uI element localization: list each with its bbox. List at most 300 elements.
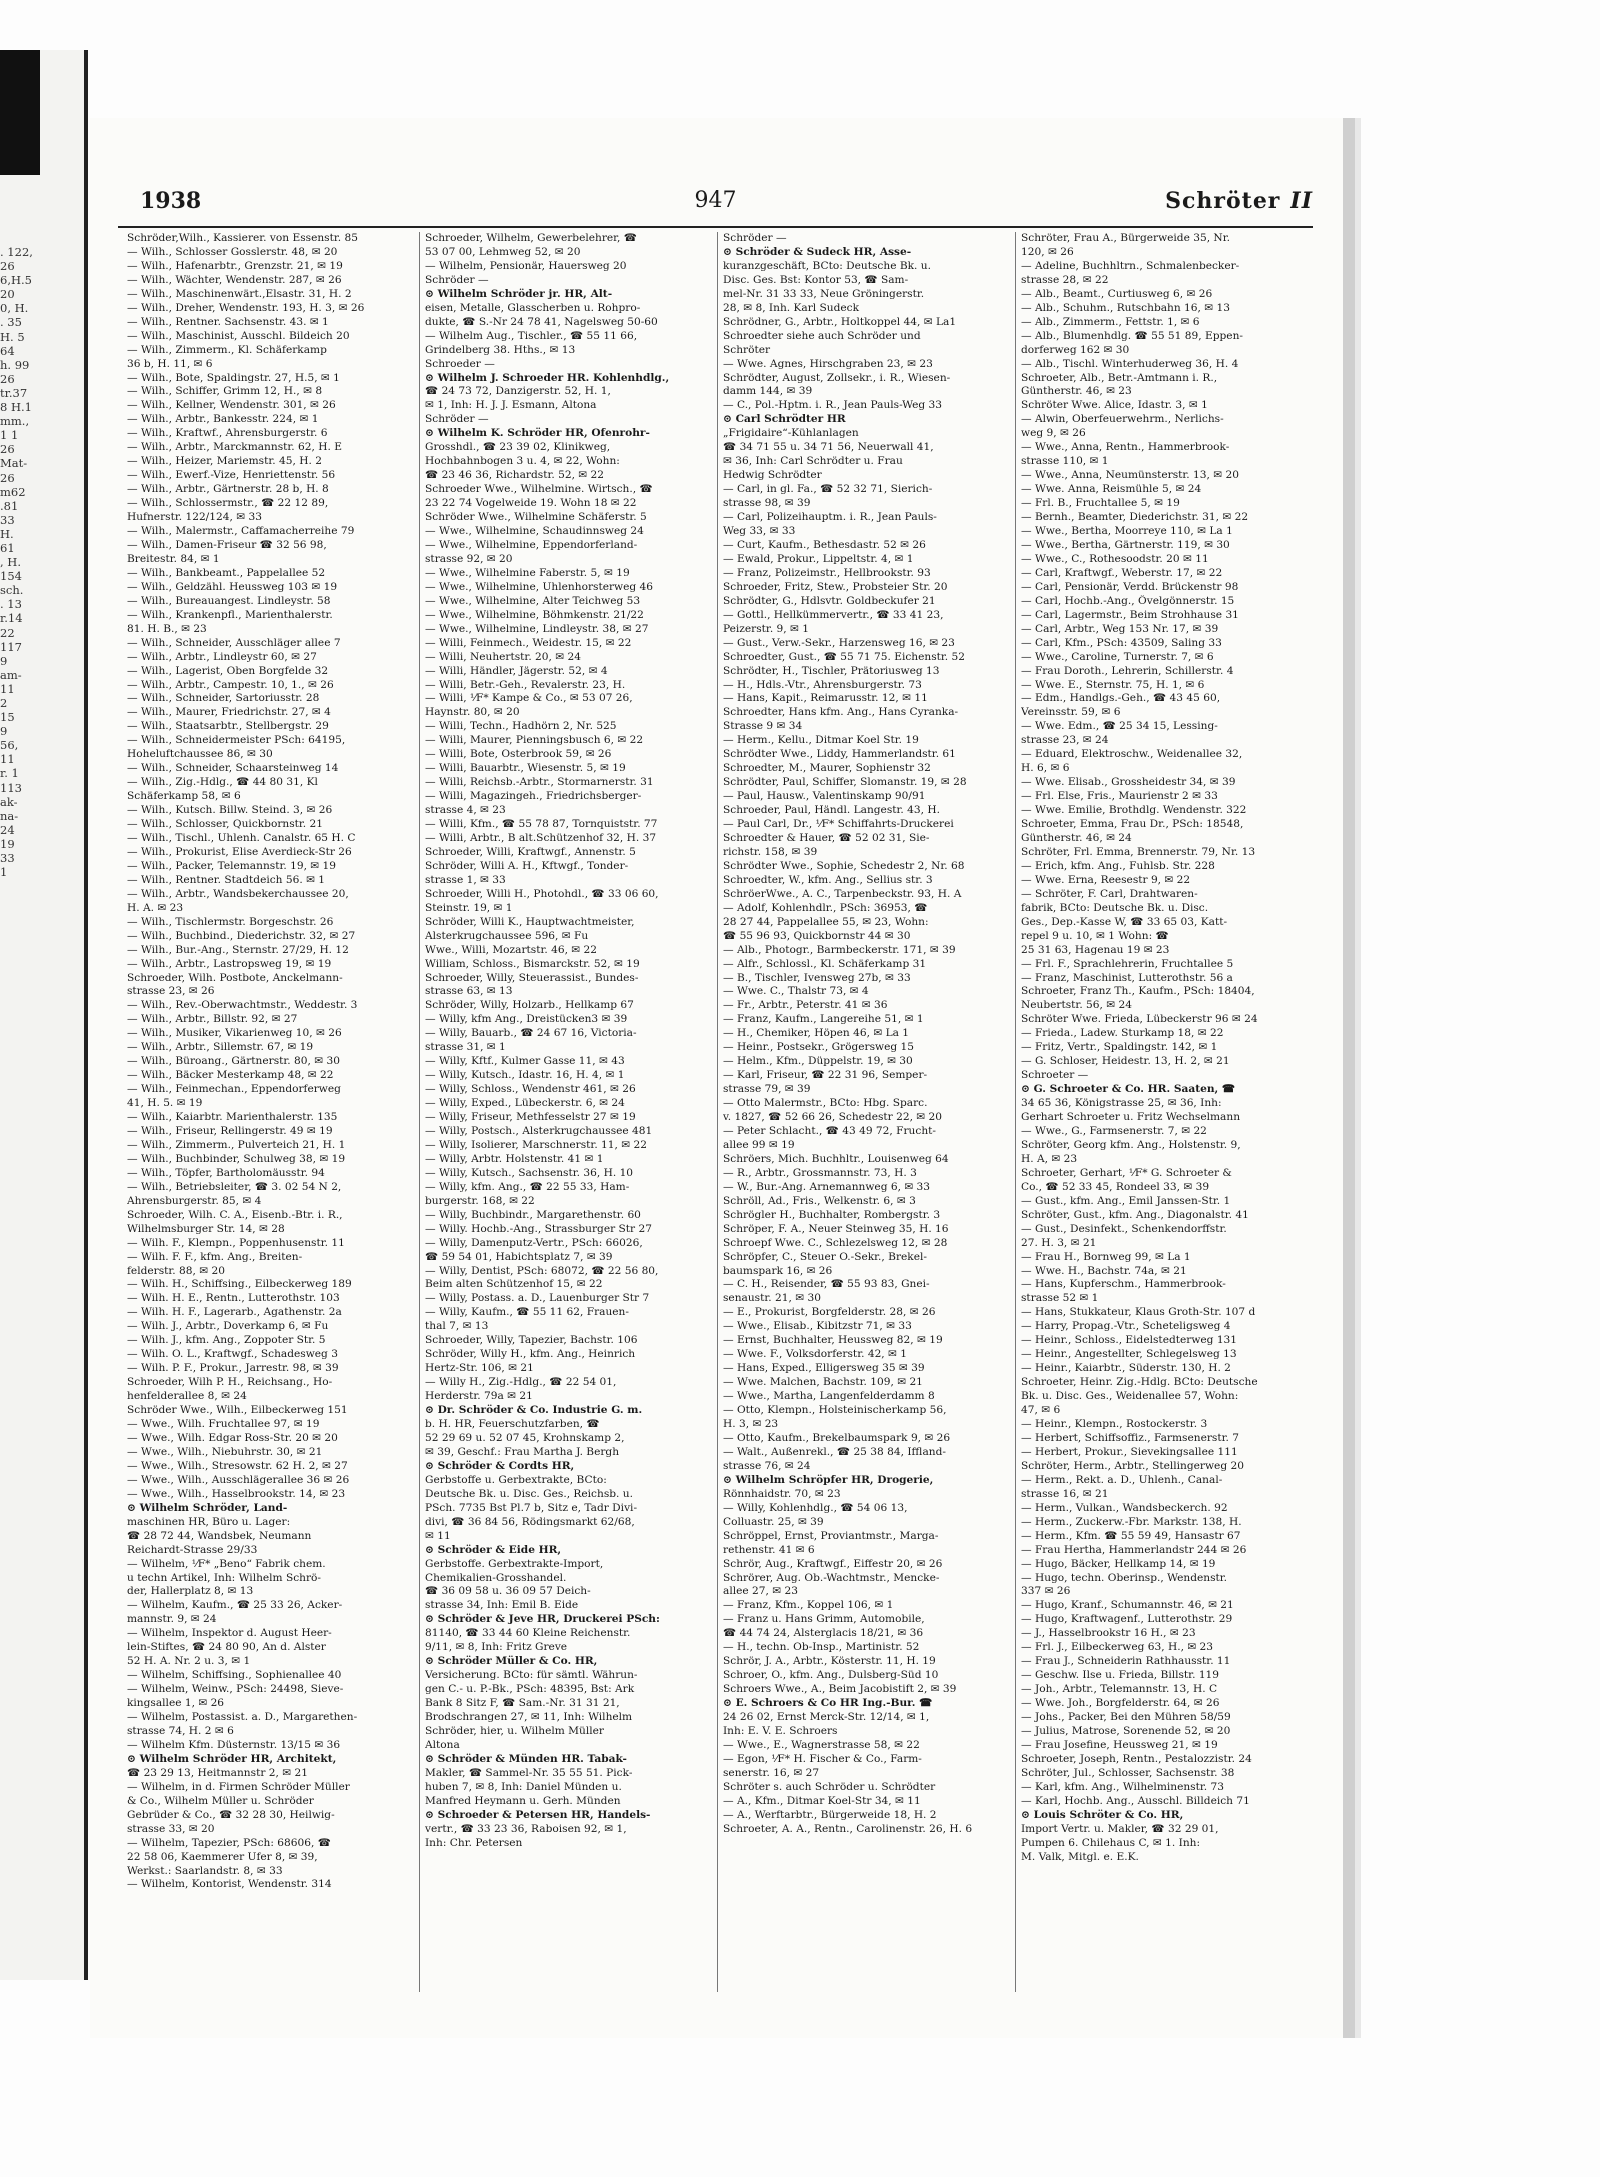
- directory-entry-line: — Frau Doroth., Lehrerin, Schillerstr. 4: [1021, 664, 1234, 677]
- directory-entry-line: — Herbert, Prokur., Sievekingsallee 111: [1021, 1445, 1238, 1458]
- directory-entry-line: H. 6, ✉ 6: [1021, 762, 1070, 775]
- directory-entry-line: fabrik, BCto: Deutsche Bk. u. Disc.: [1021, 901, 1209, 914]
- directory-entry-line: — B., Tischler, Ivensweg 27b, ✉ 33: [723, 971, 911, 984]
- directory-entry-line: Güntherstr. 46, ✉ 23: [1021, 385, 1132, 398]
- directory-entry-line: — Carl, Kfm., PSch: 43509, Saling 33: [1021, 636, 1222, 649]
- directory-entry-line: — Joh., Arbtr., Telemannstr. 13, H. C: [1021, 1683, 1218, 1696]
- directory-entry-line: Schroeder, Wilhelm, Gewerbelehrer, ☎: [425, 232, 637, 244]
- directory-entry-line: — Willy, Postsch., Alsterkrugchaussee 481: [425, 1125, 653, 1137]
- directory-entry-line: — Helm., Kfm., Düppelstr. 19, ✉ 30: [723, 1055, 913, 1068]
- directory-entry-line: Schroedter siehe auch Schröder und: [723, 329, 921, 342]
- directory-entry-line: — Wilhelm Kfm. Düsternstr. 13/15 ✉ 36: [127, 1738, 341, 1751]
- directory-entry-line: — Wilh. O. L., Kraftwgf., Schadesweg 3: [127, 1348, 338, 1361]
- directory-entry-line: — Wilh., Arbtr., Sillemstr. 67, ✉ 19: [127, 1041, 314, 1054]
- directory-entry-line: richstr. 158, ✉ 39: [723, 845, 818, 858]
- directory-entry-line: Güntherstr. 46, ✉ 24: [1021, 831, 1132, 844]
- directory-entry-line: — Otto, Kaufm., Brekelbaumspark 9, ✉ 26: [723, 1431, 951, 1444]
- directory-entry-line: — Willy, Friseur, Methfesselstr 27 ✉ 19: [425, 1111, 636, 1124]
- directory-entry-line: — Willi, Magazingeh., Friedrichsberger-: [425, 790, 642, 803]
- directory-entry-line: — Wilh., Rentner. Sachsenstr. 43. ✉ 1: [127, 315, 329, 328]
- fragment-line: . 35: [0, 315, 22, 330]
- directory-entry-line: — Wwe., Wilh., Niebuhrstr. 30, ✉ 21: [127, 1445, 323, 1458]
- directory-entry-line: — Wilh., Maurer, Friedrichstr. 27, ✉ 4: [127, 706, 331, 719]
- directory-entry-line: — Wwe., Martha, Langenfelderdamm 8: [723, 1390, 935, 1403]
- directory-entry-line: — Wwe. Malchen, Bachstr. 109, ✉ 21: [723, 1376, 923, 1389]
- fragment-line: 1: [0, 865, 8, 880]
- directory-entry-line: — Wwe., G., Farmsenerstr. 7, ✉ 22: [1021, 1125, 1207, 1137]
- directory-entry-line: Schröder, Willi A. H., Kftwgf., Tonder-: [425, 859, 629, 872]
- directory-entry-line: — Wilh. J., Arbtr., Doverkamp 6, ✉ Fu: [127, 1320, 329, 1333]
- directory-entry-line: — Wilhelm Aug., Tischler., ☎ 55 11 66,: [425, 329, 638, 342]
- directory-entry-line: — Wwe. Erna, Reesestr 9, ✉ 22: [1021, 873, 1191, 886]
- directory-entry-line: huben 7, ✉ 8, Inh: Daniel Münden u.: [425, 1780, 622, 1793]
- directory-entry-line: — Wilh., Staatsarbtr., Stellbergstr. 29: [127, 720, 329, 733]
- directory-entry-line: Hochbahnbogen 3 u. 4, ✉ 22, Wohn:: [425, 455, 620, 468]
- directory-entry-line: Schröter, Frau A., Bürgerweide 35, Nr.: [1021, 232, 1230, 244]
- fragment-line: Mat-: [0, 456, 28, 471]
- directory-entry-line: — Paul, Hausw., Valentinskamp 90/91: [723, 790, 926, 803]
- directory-entry-line: Schäferkamp 58, ✉ 6: [127, 790, 241, 803]
- directory-entry-line: — Wilhelm, Schiffsing., Sophienallee 40: [127, 1669, 342, 1682]
- directory-entry-line: ☎ 36 09 58 u. 36 09 57 Deich-: [425, 1585, 591, 1598]
- fragment-line: 56,: [0, 738, 19, 753]
- directory-entry-line: — Wilh., Zimmerm., Kl. Schäferkamp: [127, 343, 327, 356]
- directory-entry-line: Schrögler H., Buchhalter, Rombergstr. 3: [723, 1208, 941, 1221]
- directory-entry-line: Ges., Dep.-Kasse W, ☎ 33 65 03, Katt-: [1021, 915, 1228, 928]
- directory-entry-line: Schroedter, W., kfm. Ang., Sellius str. 3: [723, 873, 933, 886]
- directory-entry-line: Rönnhaidstr. 70, ✉ 23: [723, 1487, 841, 1500]
- directory-entry-line: allee 27, ✉ 23: [723, 1585, 798, 1598]
- directory-entry-line: — Wilh., Schneider, Schaarsteinweg 14: [127, 762, 339, 775]
- directory-entry-line: — Wilh., Wächter, Wendenstr. 287, ✉ 26: [127, 273, 342, 286]
- directory-entry-line: — Hans, Exped., Elligersweg 35 ✉ 39: [723, 1362, 925, 1375]
- directory-entry-line: lein-Stiftes, ☎ 24 80 90, An d. Alster: [127, 1641, 326, 1654]
- directory-entry-line: — Willi, Feinmech., Weidestr. 15, ✉ 22: [425, 636, 632, 649]
- fragment-line: 15: [0, 710, 15, 725]
- directory-entry-line: — Willi, Bote, Osterbrook 59, ✉ 26: [425, 748, 612, 761]
- directory-entry-line: strasse 52 ✉ 1: [1021, 1292, 1099, 1305]
- directory-entry-line: ⊙ Dr. Schröder & Co. Industrie G. m.: [425, 1404, 643, 1417]
- directory-entry-line: eisen, Metalle, Glasscherben u. Rohpro-: [425, 301, 641, 314]
- directory-entry-line: — Karl, Friseur, ☎ 22 31 96, Semper-: [723, 1069, 928, 1082]
- directory-entry-line: Disc. Ges. Bst: Kontor 53, ☎ Sam-: [723, 273, 909, 286]
- directory-entry-line: — Wilh., Schneider, Sartoriusstr. 28: [127, 692, 320, 705]
- directory-entry-line: ☎ 23 46 36, Richardstr. 52, ✉ 22: [425, 469, 605, 482]
- directory-entry-line: Werkst.: Saarlandstr. 8, ✉ 33: [127, 1864, 283, 1877]
- directory-entry-line: Schroeder Wwe., Wilhelmine. Wirtsch., ☎: [425, 483, 653, 496]
- directory-entry-line: — Wilh., Bäcker Mesterkamp 48, ✉ 22: [127, 1069, 334, 1082]
- directory-entry-line: Schroeter, Gerhart, ⅟F* G. Schroeter &: [1021, 1166, 1232, 1179]
- directory-entry-line: 28, ✉ 8, Inh. Karl Sudeck: [723, 301, 860, 314]
- directory-entry-line: Schroeder, Willi H., Photohdl., ☎ 33 06 60,: [425, 887, 659, 900]
- directory-entry-line: Steinstr. 19, ✉ 1: [425, 901, 513, 914]
- directory-entry-line: Hufnerstr. 122/124, ✉ 33: [127, 511, 262, 524]
- fragment-line: tr.37: [0, 385, 28, 400]
- directory-entry-line: — Wilh., Feinmechan., Eppendorferweg: [127, 1083, 341, 1096]
- directory-entry-line: — Herm., Kfm. ☎ 55 59 49, Hansastr 67: [1021, 1529, 1241, 1542]
- directory-entry-line: — Franz, Kfm., Koppel 106, ✉ 1: [723, 1599, 894, 1612]
- directory-entry-line: — Wilh. J., kfm. Ang., Zoppoter Str. 5: [127, 1334, 326, 1347]
- directory-entry-line: Schroeter, Emma, Frau Dr., PSch: 18548,: [1021, 818, 1244, 831]
- directory-entry-line: divi, ☎ 36 84 56, Rödingsmarkt 62/68,: [425, 1515, 635, 1528]
- directory-entry-line: b. H. HR, Feuerschutzfarben, ☎: [425, 1418, 600, 1431]
- directory-entry-line: — Frl. J., Eilbeckerweg 63, H., ✉ 23: [1021, 1641, 1214, 1654]
- directory-entry-line: — Wwe. Elisab., Grossheidestr 34, ✉ 39: [1021, 776, 1236, 789]
- directory-entry-line: — Wwe., Wilh. Fruchtallee 97, ✉ 19: [127, 1418, 320, 1431]
- directory-entry-line: — Erich, kfm. Ang., Fuhlsb. Str. 228: [1021, 859, 1215, 872]
- directory-entry-line: — Harry, Propag.-Vtr., Scheteligsweg 4: [1021, 1320, 1231, 1333]
- directory-entry-line: strasse 33, ✉ 20: [127, 1822, 215, 1835]
- directory-entry-line: „Frigidaire“-Kühlanlagen: [723, 427, 859, 440]
- directory-entry-line: — Hans, Kapit., Reimarusstr. 12, ✉ 11: [723, 692, 928, 705]
- directory-entry-line: ☎ 44 74 24, Alsterglacis 18/21, ✉ 36: [723, 1627, 924, 1640]
- directory-entry-line: ☎ 28 72 44, Wandsbek, Neumann: [127, 1529, 312, 1542]
- directory-entry-line: Schröder —: [723, 232, 787, 244]
- directory-entry-line: 22 58 06, Kaemmerer Ufer 8, ✉ 39,: [127, 1850, 318, 1863]
- directory-entry-line: — Eduard, Elektroschw., Weidenallee 32,: [1021, 748, 1243, 761]
- directory-entry-line: — Franz, Polizeimstr., Hellbrookstr. 93: [723, 566, 931, 579]
- directory-entry-line: strasse 76, ✉ 24: [723, 1459, 811, 1472]
- directory-entry-line: — Wilhelm, ⅟F* „Beno“ Fabrik chem.: [127, 1557, 326, 1570]
- directory-entry-line: Hedwig Schrödter: [723, 469, 822, 482]
- directory-entry-line: — Wilh., Töpfer, Bartholomäusstr. 94: [127, 1166, 325, 1179]
- directory-entry-line: ⊙ Wilhelm Schröpfer HR, Drogerie,: [723, 1473, 934, 1486]
- fragment-line: . 122,: [0, 245, 33, 259]
- column-4: [1016, 232, 1313, 1992]
- directory-entry-line: Beim alten Schützenhof 15, ✉ 22: [425, 1278, 603, 1291]
- directory-entry-line: — Willy, Arbtr. Holstenstr. 41 ✉ 1: [425, 1152, 604, 1165]
- directory-entry-line: — Wilh., Arbtr., Campestr. 10, 1., ✉ 26: [127, 678, 334, 691]
- previous-page-fragment: [0, 245, 80, 879]
- directory-entry-line: — Wwe., Wilh., Ausschlägerallee 36 ✉ 26: [127, 1473, 350, 1486]
- directory-entry-line: ☎ 55 96 93, Quickbornstr 44 ✉ 30: [723, 929, 911, 942]
- directory-entry-line: — Wwe., Wilhelmine, Schaudinnsweg 24: [425, 525, 644, 538]
- directory-entry-line: — Willy, kfm Ang., Dreistücken3 ✉ 39: [425, 1013, 628, 1026]
- directory-entry-line: — Carl, Kraftwgf., Weberstr. 17, ✉ 22: [1021, 566, 1223, 579]
- directory-entry-line: Schröter, Jul., Schlosser, Sachsenstr. 38: [1021, 1766, 1235, 1779]
- directory-entry-line: — Wwe., Wilh., Stresowstr. 62 H. 2, ✉ 27: [127, 1459, 348, 1472]
- directory-entry-line: — Hugo, Bäcker, Hellkamp 14, ✉ 19: [1021, 1557, 1216, 1570]
- directory-entry-line: strasse 92, ✉ 20: [425, 552, 513, 565]
- directory-entry-line: — Wilh., Schneider, Ausschläger allee 7: [127, 636, 341, 649]
- directory-entry-line: ⊙ Schröder & Eide HR,: [425, 1543, 562, 1556]
- directory-entry-line: Grindelberg 38. Hths., ✉ 13: [425, 343, 576, 356]
- directory-entry-line: ⊙ Schroeder & Petersen HR, Handels-: [425, 1808, 651, 1821]
- directory-entry-line: kuranzgeschäft, BCto: Deutsche Bk. u.: [723, 259, 931, 272]
- directory-entry-line: 52 H. A. Nr. 2 u. 3, ✉ 1: [127, 1655, 251, 1668]
- directory-entry-line: — Wwe. F., Volksdorferstr. 42, ✉ 1: [723, 1348, 908, 1361]
- directory-entry-line: ☎ 59 54 01, Habichtsplatz 7, ✉ 39: [425, 1250, 613, 1263]
- directory-entry-line: — Wwe., Wilh., Hasselbrookstr. 14, ✉ 23: [127, 1487, 346, 1500]
- directory-entry-line: ⊙ Louis Schröter & Co. HR,: [1021, 1808, 1184, 1821]
- directory-entry-line: — Frau J., Schneiderin Rathhausstr. 11: [1021, 1655, 1231, 1668]
- directory-entry-line: Schroedter, M., Maurer, Sophienstr 32: [723, 762, 931, 775]
- directory-entry-line: strasse 34, Inh: Emil B. Eide: [425, 1599, 579, 1612]
- directory-entry-line: — Karl, kfm. Ang., Wilhelminenstr. 73: [1021, 1780, 1224, 1793]
- directory-entry-line: — Wilh. F., Klempn., Poppenhusenstr. 11: [127, 1236, 345, 1249]
- directory-entry-line: — Wilh., Bankbeamt., Pappelallee 52: [127, 566, 326, 579]
- directory-entry-line: — Alb., Blumenhdlg. ☎ 55 51 89, Eppen-: [1021, 329, 1243, 342]
- fragment-line: sch.: [0, 583, 24, 598]
- header-page-number: 947: [694, 188, 737, 213]
- directory-entry-line: Breitestr. 84, ✉ 1: [127, 552, 220, 565]
- directory-entry-line: — Wilh., Arbtr., Lindleystr 60, ✉ 27: [127, 650, 317, 663]
- directory-entry-line: ⊙ Schröder & Jeve HR, Druckerei PSch:: [425, 1613, 660, 1626]
- directory-entry-line: — Otto, Klempn., Holsteinischerkamp 56,: [723, 1404, 947, 1417]
- directory-entry-line: — Wilh., Rev.-Oberwachtmstr., Weddestr. 3: [127, 999, 358, 1012]
- directory-entry-line: — Willy, Schloss., Wendenstr 461, ✉ 26: [425, 1083, 636, 1096]
- directory-entry-line: — Wilh., Bureauangest. Lindleystr. 58: [127, 594, 331, 607]
- directory-entry-line: 47, ✉ 6: [1021, 1404, 1061, 1417]
- directory-entry-line: — Frau Josefine, Heussweg 21, ✉ 19: [1021, 1738, 1218, 1751]
- directory-entry-line: — Herm., Kellu., Ditmar Koel Str. 19: [723, 734, 919, 747]
- directory-entry-line: 34 65 36, Königstrasse 25, ✉ 36, Inh:: [1021, 1097, 1222, 1110]
- directory-entry-line: H. 3, ✉ 23: [723, 1418, 779, 1431]
- directory-entry-line: Schroeter, A. A., Rentn., Carolinenstr. 26, H. 6: [723, 1822, 973, 1835]
- directory-entry-line: 53 07 00, Lehmweg 52, ✉ 20: [425, 245, 581, 258]
- directory-entry-line: — Willy, Buchbindr., Margarethenstr. 60: [425, 1208, 641, 1221]
- directory-entry-line: strasse 98, ✉ 39: [723, 497, 811, 510]
- directory-entry-line: der, Hallerplatz 8, ✉ 13: [127, 1585, 254, 1598]
- directory-entry-line: — Wilh., Schiffer, Grimm 12, H., ✉ 8: [127, 385, 323, 398]
- directory-entry-line: Schroeter —: [1021, 1069, 1089, 1082]
- directory-entry-line: — Wilhelm, Tapezier, PSch: 68606, ☎: [127, 1836, 331, 1849]
- fragment-line: 26: [0, 470, 15, 485]
- directory-entry-line: Gerbstoffe. Gerbextrakte-Import,: [425, 1557, 604, 1570]
- directory-entry-line: — Wilh., Musiker, Vikarienweg 10, ✉ 26: [127, 1027, 342, 1040]
- directory-entry-line: Bank 8 Sitz F, ☎ Sam.-Nr. 31 31 21,: [425, 1697, 620, 1710]
- directory-entry-line: Strasse 9 ✉ 34: [723, 720, 803, 733]
- directory-entry-line: mel-Nr. 31 33 33, Neue Gröningerstr.: [723, 287, 925, 300]
- directory-entry-line: Schröter: [723, 343, 771, 356]
- directory-entry-line: — Herbert, Schiffsoffiz., Farmsenerstr. 7: [1021, 1431, 1239, 1444]
- header-rule: [118, 226, 1313, 228]
- directory-entry-line: strasse 79, ✉ 39: [723, 1083, 811, 1096]
- directory-entry-line: — Wilh., Friseur, Rellingerstr. 49 ✉ 19: [127, 1125, 333, 1137]
- directory-entry-line: — A., Werftarbtr., Bürgerweide 18, H. 2: [723, 1808, 937, 1821]
- directory-entry-line: — Wilhelm, Inspektor d. August Heer-: [127, 1627, 332, 1640]
- directory-entry-line: — E., Prokurist, Borgfelderstr. 28, ✉ 26: [723, 1306, 936, 1319]
- directory-entry-line: ⊙ Schröder & Münden HR. Tabak-: [425, 1752, 627, 1765]
- directory-entry-line: — Paul Carl, Dr., ⅟F* Schiffahrts-Druckerei: [723, 818, 954, 831]
- fragment-line: 0, H.: [0, 301, 29, 316]
- directory-entry-line: — Heinr., Kaiarbtr., Süderstr. 130, H. 2: [1021, 1362, 1231, 1375]
- directory-entry-line: — Wwe., Wilhelmine, Böhmkenstr. 21/22: [425, 608, 644, 621]
- entry-columns: [122, 232, 1313, 1992]
- directory-entry-line: — Willy, Postass. a. D., Lauenburger Str 7: [425, 1292, 650, 1305]
- fragment-line: 26: [0, 442, 15, 457]
- directory-entry-line: Gerbstoffe u. Gerbextrakte, BCto:: [425, 1473, 607, 1486]
- directory-entry-line: — Wwe. Edm., ☎ 25 34 15, Lessing-: [1021, 720, 1218, 733]
- directory-entry-line: ⊙ E. Schroers & Co HR Ing.-Bur. ☎: [723, 1697, 933, 1710]
- directory-entry-line: — Wilh., Arbtr., Marckmannstr. 62, H. E: [127, 441, 342, 454]
- directory-entry-line: v. 1827, ☎ 52 66 26, Schedestr 22, ✉ 20: [723, 1111, 943, 1124]
- directory-entry-line: — Wilh., Zimmerm., Pulverteich 21, H. 1: [127, 1138, 346, 1151]
- fragment-line: mm.,: [0, 414, 30, 429]
- directory-entry-line: Wilhelmsburger Str. 14, ✉ 28: [127, 1222, 285, 1235]
- directory-entry-line: Peizerstr. 9, ✉ 1: [723, 622, 810, 635]
- directory-entry-line: — R., Arbtr., Grossmannstr. 73, H. 3: [723, 1166, 917, 1179]
- directory-entry-line: — Wilhelm, Postassist. a. D., Margarethen-: [127, 1711, 358, 1724]
- directory-entry-line: strasse 1, ✉ 33: [425, 873, 506, 886]
- directory-entry-line: — Wilh., Ewerf.-Vize, Henriettenstr. 56: [127, 469, 336, 482]
- directory-entry-line: strasse 74, H. 2 ✉ 6: [127, 1724, 234, 1737]
- header-year: 1938: [140, 188, 202, 214]
- directory-entry-line: Co., ☎ 52 33 45, Rondeel 33, ✉ 39: [1021, 1180, 1210, 1193]
- directory-entry-line: ✉ 1, Inh: H. J. J. Esmann, Altona: [425, 399, 597, 412]
- directory-entry-line: Schrör, Aug., Kraftwgf., Eiffestr 20, ✉ 26: [723, 1557, 943, 1570]
- directory-entry-line: 337 ✉ 26: [1021, 1585, 1071, 1598]
- directory-entry-line: u techn Artikel, Inh: Wilhelm Schrö-: [127, 1571, 322, 1584]
- fragment-line: 2: [0, 696, 8, 710]
- fragment-line: 24: [0, 822, 15, 837]
- fragment-line: 11: [0, 681, 15, 696]
- directory-entry-line: — Wilh., Tischlermstr. Borgeschstr. 26: [127, 915, 334, 928]
- directory-entry-line: — Frau Hertha, Hammerlandstr 244 ✉ 26: [1021, 1543, 1247, 1556]
- directory-entry-line: 52 29 69 u. 52 07 45, Krohnskamp 2,: [425, 1431, 625, 1444]
- directory-entry-line: Schröll, Ad., Fris., Welkenstr. 6, ✉ 3: [723, 1194, 916, 1207]
- directory-entry-line: — Alb., Zimmerm., Fettstr. 1, ✉ 6: [1021, 315, 1200, 328]
- directory-entry-line: Schröder,Wilh., Kassierer. von Essenstr. 85: [127, 232, 358, 244]
- directory-entry-line: — Wilh., Bur.-Ang., Sternstr. 27/29, H. 12: [127, 943, 349, 956]
- directory-entry-line: Schröder, Willy, Holzarb., Hellkamp 67: [425, 999, 634, 1012]
- fragment-line: m62: [0, 484, 26, 499]
- directory-entry-line: baumspark 16, ✉ 26: [723, 1264, 833, 1277]
- directory-entry-line: weg 9, ✉ 26: [1021, 427, 1086, 440]
- directory-entry-line: — Wilh., Heizer, Mariemstr. 45, H. 2: [127, 455, 322, 468]
- directory-entry-line: — Wwe. Emilie, Brothdlg. Wendenstr. 322: [1021, 804, 1247, 817]
- directory-entry-line: Hertz-Str. 106, ✉ 21: [425, 1362, 534, 1375]
- directory-entry-line: Inh: E. V. E. Schroers: [723, 1724, 838, 1737]
- directory-entry-line: Inh: Chr. Petersen: [425, 1836, 523, 1849]
- directory-entry-line: strasse 23, ✉ 26: [127, 985, 215, 998]
- page-header: [118, 188, 1313, 224]
- directory-entry-line: ☎ 34 71 55 u. 34 71 56, Neuerwall 41,: [723, 441, 934, 454]
- directory-entry-line: — Wilh., Schlossermstr., ☎ 22 12 89,: [127, 497, 329, 510]
- directory-entry-line: — Wilh. F. F., kfm. Ang., Breiten-: [127, 1250, 303, 1263]
- directory-entry-line: — Willy, Kutsch., Idastr. 16, H. 4, ✉ 1: [425, 1069, 625, 1082]
- directory-entry-line: — Carl, Arbtr., Weg 153 Nr. 17, ✉ 39: [1021, 622, 1219, 635]
- fragment-line: am-: [0, 667, 22, 682]
- directory-entry-line: dukte, ☎ S.-Nr 24 78 41, Nagelsweg 50-60: [425, 315, 658, 328]
- directory-entry-line: — Fritz, Vertr., Spaldingstr. 142, ✉ 1: [1021, 1041, 1218, 1054]
- directory-entry-line: Vereinsstr. 59, ✉ 6: [1021, 706, 1121, 719]
- directory-entry-line: — Wwe. Joh., Borgfelderstr. 64, ✉ 26: [1021, 1697, 1220, 1710]
- directory-entry-line: — Hans, Stukkateur, Klaus Groth-Str. 107 d: [1021, 1306, 1256, 1319]
- directory-entry-line: Wwe., Willi, Mozartstr. 46, ✉ 22: [425, 943, 598, 956]
- directory-entry-line: — Willy, Dentist, PSch: 68072, ☎ 22 56 80,: [425, 1264, 659, 1277]
- directory-entry-line: ⊙ G. Schroeter & Co. HR. Saaten, ☎: [1021, 1083, 1236, 1096]
- directory-entry-line: — Hugo, Kraftwagenf., Lutterothstr. 29: [1021, 1613, 1233, 1626]
- directory-entry-line: Schroeter, Joseph, Rentn., Pestalozzistr. 24: [1021, 1752, 1252, 1765]
- directory-entry-line: rethenstr. 41 ✉ 6: [723, 1543, 815, 1556]
- directory-entry-line: M. Valk, Mitgl. e. E.K.: [1021, 1850, 1139, 1863]
- directory-entry-line: Schroeder, Willy, Tapezier, Bachstr. 106: [425, 1334, 638, 1347]
- directory-entry-line: Schröter, Georg kfm. Ang., Holstenstr. 9,: [1021, 1138, 1241, 1151]
- fragment-line: 22: [0, 625, 15, 640]
- directory-entry-line: Gerhart Schroeter u. Fritz Wechselmann: [1021, 1111, 1241, 1124]
- directory-entry-line: — Julius, Matrose, Sorenende 52, ✉ 20: [1021, 1724, 1231, 1737]
- directory-entry-line: — Wilh. H. F., Lagerarb., Agathenstr. 2a: [127, 1306, 342, 1319]
- directory-entry-line: — Bernh., Beamter, Diederichstr. 31, ✉ 22: [1021, 511, 1249, 524]
- directory-entry-line: — Wwe. H., Bachstr. 74a, ✉ 21: [1021, 1264, 1187, 1277]
- directory-entry-line: Schrör, J. A., Arbtr., Kösterstr. 11, H. 19: [723, 1655, 936, 1668]
- directory-entry-line: Schrödner, G., Arbtr., Holtkoppel 44, ✉ La1: [723, 315, 957, 328]
- fragment-line: 1 1: [0, 428, 19, 443]
- directory-entry-line: — Wilh., Zig.-Hdlg., ☎ 44 80 31, Kl: [127, 776, 318, 789]
- header-section: II: [1290, 188, 1313, 214]
- directory-entry-line: — Wwe., Wilhelmine, Uhlenhorsterweg 46: [425, 580, 653, 593]
- directory-entry-line: senerstr. 16, ✉ 27: [723, 1766, 820, 1779]
- directory-entry-line: Schrödter Wwe., Sophie, Schedestr 2, Nr. 68: [723, 859, 965, 872]
- directory-entry-line: — Wwe., Anna, Rentn., Hammerbrook-: [1021, 441, 1230, 454]
- directory-entry-line: ✉ 36, Inh: Carl Schrödter u. Frau: [723, 455, 903, 468]
- directory-entry-line: — Frl. F., Sprachlehrerin, Fruchtallee 5: [1021, 957, 1234, 970]
- fragment-line: 33: [0, 851, 15, 866]
- directory-entry-line: ⊙ Schröder Müller & Co. HR,: [425, 1655, 598, 1668]
- directory-entry-line: — Wilh., Rentner. Stadtdeich 56. ✉ 1: [127, 873, 326, 886]
- directory-entry-line: allee 99 ✉ 19: [723, 1138, 795, 1151]
- directory-entry-line: — Egon, ⅟F* H. Fischer & Co., Farm-: [723, 1752, 922, 1765]
- directory-entry-line: 81. H. B., ✉ 23: [127, 622, 207, 635]
- directory-entry-line: — Willy, Kohlenhdlg., ☎ 54 06 13,: [723, 1501, 908, 1514]
- directory-entry-line: — Heinr., Schloss., Eidelstedterweg 131: [1021, 1334, 1238, 1347]
- directory-entry-line: Schroeter, Heinr. Zig.-Hdlg. BCto: Deutsche: [1021, 1376, 1258, 1389]
- directory-entry-line: Hoheluftchaussee 86, ✉ 30: [127, 748, 273, 761]
- directory-entry-line: Herderstr. 79a ✉ 21: [425, 1390, 533, 1403]
- directory-entry-line: kingsallee 1, ✉ 26: [127, 1697, 225, 1710]
- directory-entry-line: — Frieda., Ladew. Sturkamp 18, ✉ 22: [1021, 1027, 1224, 1040]
- directory-entry-line: H. A. ✉ 23: [127, 901, 184, 914]
- directory-entry-line: — Wilh., Tischl., Uhlenh. Canalstr. 65 H. C: [127, 831, 356, 844]
- directory-entry-line: — Alfr., Schlossl., Kl. Schäferkamp 31: [723, 957, 927, 970]
- directory-entry-line: — Wilh., Krankenpfl., Marienthalerstr.: [127, 608, 333, 621]
- directory-entry-line: — Wilh., Schlosser Gosslerstr. 48, ✉ 20: [127, 245, 338, 258]
- directory-entry-line: — Gottl., Hellkümmervertr., ☎ 33 41 23,: [723, 608, 944, 621]
- directory-entry-line: strasse 28, ✉ 22: [1021, 273, 1109, 286]
- directory-entry-line: Schröter Wwe. Frieda, Lübeckerstr 96 ✉ 24: [1021, 1013, 1258, 1026]
- directory-entry-line: — H., Chemiker, Höpen 46, ✉ La 1: [723, 1027, 910, 1040]
- fragment-line: 154: [0, 569, 22, 584]
- directory-entry-line: Schroeder, Willi, Kraftwgf., Annenstr. 5: [425, 845, 636, 858]
- directory-entry-line: Weg 33, ✉ 33: [723, 525, 796, 538]
- directory-entry-line: strasse 16, ✉ 21: [1021, 1487, 1109, 1500]
- fragment-line: na-: [0, 808, 19, 823]
- header-running-title: [1165, 188, 1313, 214]
- directory-entry-line: damm 144, ✉ 39: [723, 385, 813, 398]
- directory-entry-line: Schröder, Willi K., Hauptwachtmeister,: [425, 915, 635, 928]
- directory-entry-line: — C. H., Reisender, ☎ 55 93 83, Gnei-: [723, 1278, 930, 1291]
- fragment-line: 9: [0, 724, 8, 739]
- directory-entry-line: Schrörer, Aug. Ob.-Wachtmstr., Mencke-: [723, 1571, 940, 1584]
- directory-entry-line: strasse 110, ✉ 1: [1021, 455, 1109, 468]
- directory-entry-line: — Wilh., Schneidermeister PSch: 64195,: [127, 734, 346, 747]
- directory-entry-line: strasse 4, ✉ 23: [425, 804, 506, 817]
- directory-entry-line: strasse 31, ✉ 1: [425, 1041, 506, 1054]
- directory-entry-line: Schröper, F. A., Neuer Steinweg 35, H. 16: [723, 1222, 949, 1235]
- directory-entry-line: Schröder —: [425, 413, 489, 426]
- directory-entry-line: ☎ 23 29 13, Heitmannstr 2, ✉ 21: [127, 1766, 308, 1779]
- directory-entry-line: Import Vertr. u. Makler, ☎ 32 29 01,: [1021, 1822, 1219, 1835]
- directory-entry-line: ☎ 24 73 72, Danzigerstr. 52, H. 1,: [425, 385, 611, 398]
- directory-entry-line: ✉ 39, Geschf.: Frau Martha J. Bergh: [425, 1445, 620, 1458]
- directory-entry-line: SchröerWwe., A. C., Tarpenbeckstr. 93, H. A: [723, 887, 962, 900]
- directory-entry-line: 81140, ☎ 33 44 60 Kleine Reichenstr.: [425, 1627, 631, 1640]
- directory-entry-line: — Wwe., Wilh. Edgar Ross-Str. 20 ✉ 20: [127, 1431, 338, 1444]
- directory-entry-line: Brodschrangen 27, ✉ 11, Inh: Wilhelm: [425, 1711, 633, 1724]
- directory-entry-line: ⊙ Schröder & Sudeck HR, Asse-: [723, 245, 912, 258]
- directory-entry-line: Haynstr. 80, ✉ 20: [425, 706, 520, 719]
